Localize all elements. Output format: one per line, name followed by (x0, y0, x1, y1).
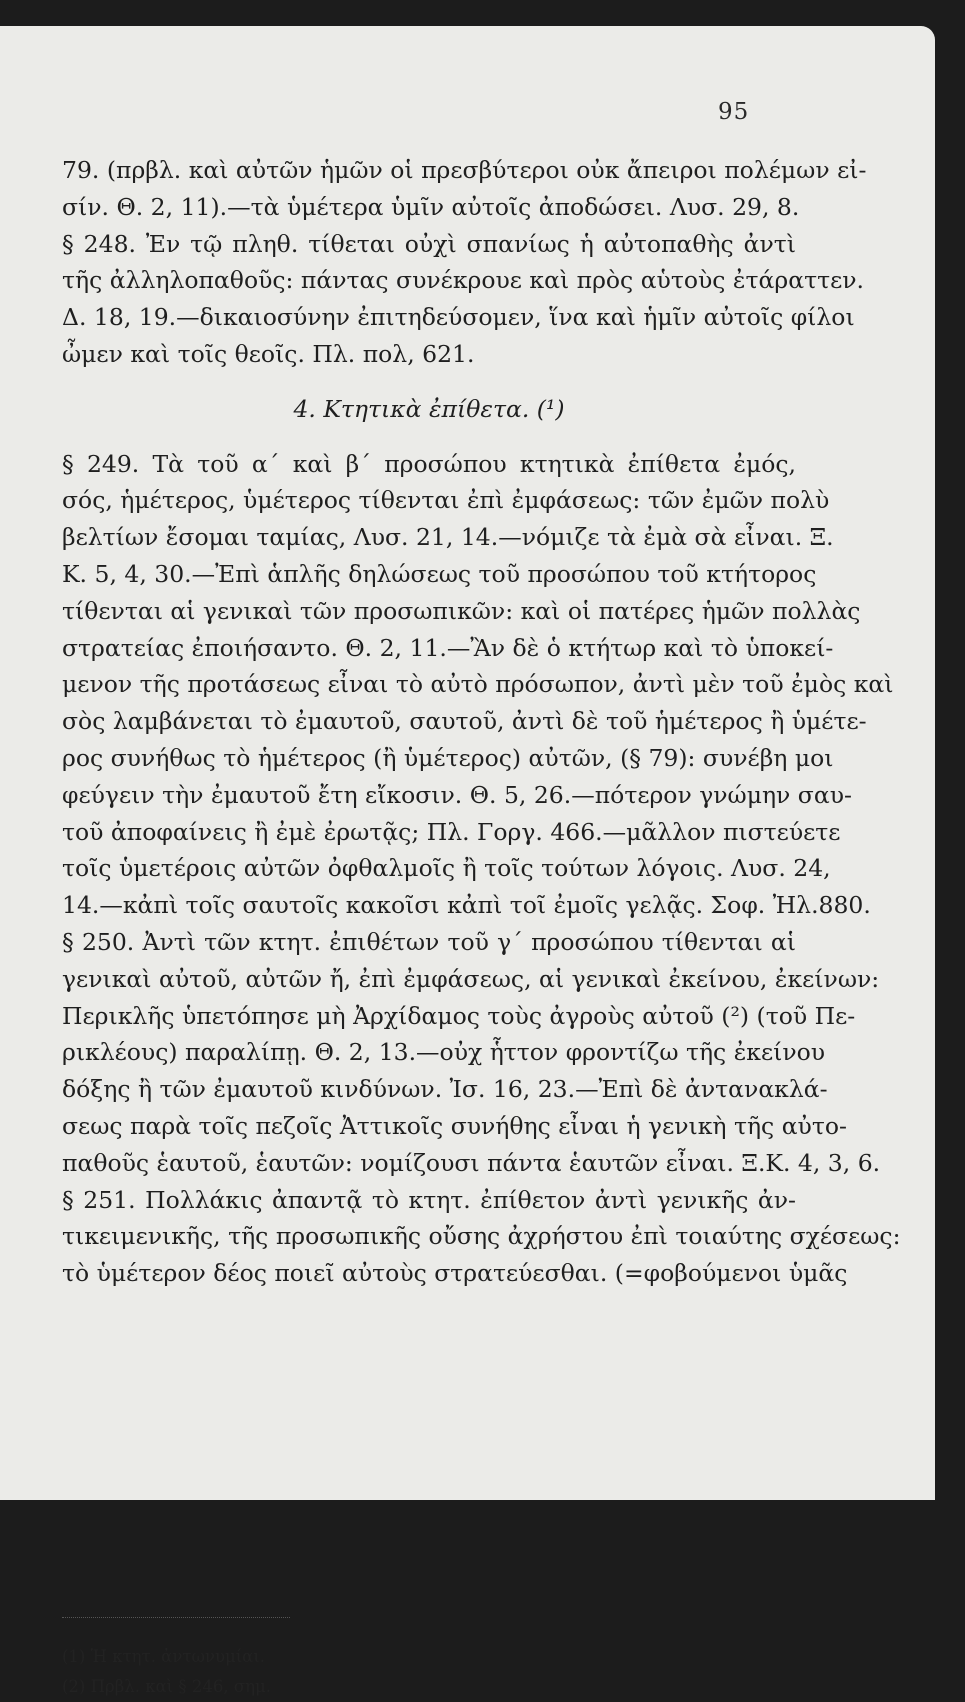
text-line: τοῖς ὑμετέροις αὐτῶν ὀφθαλμοῖς ἢ τοῖς τούτων λόγοις. Λυσ. 24, (62, 854, 831, 883)
text-line: σός, ἡμέτερος, ὑμέτερος τίθενται ἐπὶ ἐμφάσεως: τῶν ἐμῶν πολὺ (62, 486, 830, 515)
text-line: τικειμενικῆς, τῆς προσωπικῆς οὔσης ἀχρήστου ἐπὶ τοιαύτης σχέσεως: (62, 1222, 901, 1251)
text-line: ρικλέους) παραλίπῃ. Θ. 2, 13.—οὐχ ἧττον φροντίζω τῆς ἐκείνου (62, 1038, 826, 1067)
text-line: μενον τῆς προτάσεως εἶναι τὸ αὐτὸ πρόσωπον, ἀντὶ μὲν τοῦ ἐμὸς καὶ (62, 670, 894, 699)
text-line: § 250. Ἀντὶ τῶν κτητ. ἐπιθέτων τοῦ γ´ προσώπου τίθενται αἱ (62, 927, 796, 956)
text-line: § 251. Πολλάκις ἀπαντᾷ τὸ κτητ. ἐπίθετον ἀντὶ γενικῆς ἀν- (62, 1185, 796, 1214)
text-line: ρος συνήθως τὸ ἡμέτερος (ἢ ὑμέτερος) αὐτῶν, (§ 79): συνέβη μοι (62, 743, 834, 772)
book-page (0, 26, 935, 1696)
text-line: στρατείας ἐποιήσαντο. Θ. 2, 11.—Ἂν δὲ ὁ κτήτωρ καὶ τὸ ὑποκεί- (62, 633, 834, 662)
text-line: παθοῦς ἑαυτοῦ, ἑαυτῶν: νομίζουσι πάντα ἑαυτῶν εἶναι. Ξ.Κ. 4, 3, 6. (62, 1148, 881, 1177)
text-line: τὸ ὑμέτερον δέος ποιεῖ αὐτοὺς στρατεύεσθαι. (=φοβούμενοι ὑμᾶς (62, 1259, 848, 1288)
text-line: ὦμεν καὶ τοῖς θεοῖς. Πλ. πολ, 621. (62, 339, 475, 368)
text-line: σίν. Θ. 2, 11).—τὰ ὑμέτερα ὑμῖν αὐτοῖς ἀποδώσει. Λυσ. 29, 8. (62, 192, 800, 221)
text-line: 14.—κἀπὶ τοῖς σαυτοῖς κακοῖσι κἀπὶ τοῖ ἐμοῖς γελᾷς. Σοφ. Ἠλ.880. (62, 891, 871, 920)
text-line: τίθενται αἱ γενικαὶ τῶν προσωπικῶν: καὶ οἱ πατέρες ἡμῶν πολλὰς (62, 596, 861, 625)
text-line: 79. (πρβλ. καὶ αὐτῶν ἡμῶν οἱ πρεσβύτεροι οὐκ ἄπειροι πολέμων εἰ- (62, 156, 867, 184)
footnotes (62, 1642, 271, 1702)
text-line: φεύγειν τὴν ἐμαυτοῦ ἔτη εἴκοσιν. Θ. 5, 26.—πότερον γνώμην σαυ- (62, 780, 852, 809)
footnote: (1) Ἡ κτητ. ἀντωνυμίαι. (62, 1647, 266, 1666)
text-line: σὸς λαμβάνεται τὸ ἐμαυτοῦ, σαυτοῦ, ἀντὶ δὲ τοῦ ἡμέτερος ἢ ὑμέτε- (62, 707, 867, 736)
footnote: (2) Πρβλ. καὶ § 246, σημ. (62, 1677, 271, 1696)
text-line: τοῦ ἀποφαίνεις ἢ ἐμὲ ἐρωτᾷς; Πλ. Γοργ. 466.—μᾶλλον πιστεύετε (62, 817, 841, 846)
text-line: δόξης ἢ τῶν ἐμαυτοῦ κινδύνων. Ἰσ. 16, 23.—Ἐπὶ δὲ ἀντανακλά- (62, 1075, 828, 1104)
text-line: Περικλῆς ὑπετόπησε μὴ Ἀρχίδαμος τοὺς ἀγροὺς αὐτοῦ (²) (τοῦ Πε- (62, 1001, 856, 1030)
text-line: σεως παρὰ τοῖς πεζοῖς Ἀττικοῖς συνήθης εἶναι ἡ γενικὴ τῆς αὐτο- (62, 1111, 847, 1140)
text-line: Δ. 18, 19.—δικαιοσύνην ἐπιτηδεύσομεν, ἵνα καὶ ἡμῖν αὐτοῖς φίλοι (62, 303, 855, 332)
section-heading: 4. Κτητικὰ ἐπίθετα. (¹) (293, 394, 565, 423)
text-line: § 249. Τὰ τοῦ α´ καὶ β´ προσώπου κτητικὰ ἐπίθετα ἐμός, (62, 449, 796, 478)
text-line: τῆς ἀλληλοπαθοῦς: πάντας συνέκρουε καὶ πρὸς αὑτοὺς ἐτάραττεν. (62, 266, 865, 295)
text-line: § 248. Ἐν τῷ πληθ. τίθεται οὐχὶ σπανίως ἡ αὐτοπαθὴς ἀντὶ (62, 229, 796, 258)
page-number: 95 (718, 99, 750, 125)
footnote-divider (62, 1617, 290, 1618)
text-line: γενικαὶ αὐτοῦ, αὐτῶν ἤ, ἐπὶ ἐμφάσεως, αἱ γενικαὶ ἐκείνου, ἐκείνων: (62, 964, 880, 993)
text-line: Κ. 5, 4, 30.—Ἐπὶ ἁπλῆς δηλώσεως τοῦ προσώπου τοῦ κτήτορος (62, 559, 817, 588)
text-line: βελτίων ἔσομαι ταμίας, Λυσ. 21, 14.—νόμιζε τὰ ἐμὰ σὰ εἶναι. Ξ. (62, 523, 834, 552)
body-text (62, 152, 901, 1292)
